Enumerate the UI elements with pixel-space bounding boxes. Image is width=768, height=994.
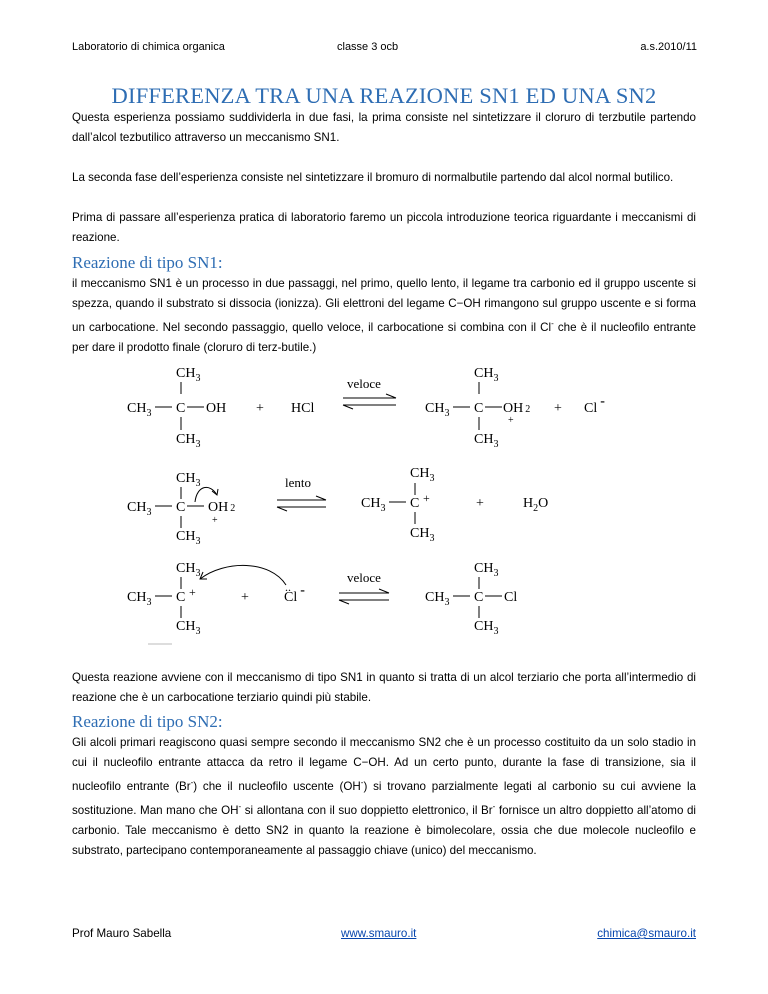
svg-text:CH3: $CH_3$ <box>127 401 152 419</box>
header-right: a.s.2010/11 <box>640 41 697 53</box>
svg-text:OH2: OH 2 <box>503 401 531 416</box>
svg-text:+: + <box>189 585 196 599</box>
svg-text:C: C <box>176 401 186 416</box>
sn1-conclusion: Questa reazione avviene con il meccanismo di tipo SN1 in quanto si tratta di un alcol terziario che porta all’intermedio di reazione che è un carbocatione terziario quindi più stabile. <box>72 671 696 704</box>
svg-text:CH3: $CH_3$ <box>176 619 201 637</box>
svg-text:CH3: $CH_3$ <box>474 561 499 579</box>
svg-text:CH3: $CH_3$ <box>127 590 152 608</box>
svg-text:CH3: $CH_3$ <box>474 432 499 450</box>
svg-text:CH3: $CH_3$ <box>176 471 201 489</box>
svg-text:C: C <box>410 496 420 511</box>
svg-text:C: C <box>176 590 186 605</box>
carbocation-molecule <box>361 466 434 544</box>
step2-label: lento <box>285 475 311 490</box>
svg-text:OH: OH <box>206 401 227 416</box>
svg-text:C: C <box>474 590 484 605</box>
step1-label: veloce <box>347 376 381 391</box>
plus-sign: + <box>256 401 264 416</box>
svg-text:CH3: $CH_3$ <box>176 432 201 450</box>
svg-text:Cl: Cl <box>504 590 518 605</box>
tert-butanol-molecule <box>127 366 226 450</box>
intro-paragraph-3: Prima di passare all’esperienza pratica di laboratorio faremo un piccola introduzione teorica riguardante i meccanismi di reazione. <box>72 211 696 244</box>
email-link[interactable]: chimica@smauro.it <box>597 927 696 940</box>
plus-sign: + <box>476 496 484 511</box>
svg-text:+: + <box>423 491 430 505</box>
nucleophile-attack-arrow <box>200 565 286 585</box>
equilibrium-arrow-2 <box>277 496 326 511</box>
svg-text:CH3: $CH_3$ <box>176 366 201 384</box>
svg-text:CH3: $CH_3$ <box>410 526 435 544</box>
sn1-heading: Reazione di tipo SN1: <box>72 253 223 272</box>
header-center: classe 3 ocb <box>337 41 399 53</box>
chloride-ion: Cl - <box>584 394 605 416</box>
svg-text:C: C <box>474 401 484 416</box>
svg-text:OH2: OH 2 <box>208 500 236 515</box>
sn2-heading: Reazione di tipo SN2: <box>72 712 223 731</box>
svg-text:CH3: $CH_3$ <box>474 366 499 384</box>
carbocation-molecule-step3 <box>127 561 200 637</box>
plus-sign: + <box>554 401 562 416</box>
svg-text:CH3: $CH_3$ <box>425 590 450 608</box>
svg-text:+: + <box>508 415 514 426</box>
step3-label: veloce <box>347 570 381 585</box>
sn1-body: il meccanismo SN1 è un processo in due passaggi, nel primo, quello lento, il legame tra carbonio ed il gruppo uscente si spezza, quando il substrato si dissocia (ionizza). Gli elettroni del legame C−OH rimangono sul gruppo uscente e si forma un carbocatione. Nel secondo passaggio, quello veloce, il carbocatione si combina con il Cl- che è il nucleofilo entrante per dare il prodotto finale (cloruro di terz-butile.) <box>72 277 696 354</box>
svg-text:CH3: $CH_3$ <box>361 496 386 514</box>
intro-paragraph-2: La seconda fase dell’esperienza consiste nel sintetizzare il bromuro di normalbutile partendo dal alcol normal butilico. <box>72 171 674 184</box>
intro-paragraph-1: Questa esperienza possiamo suddividerla in due fasi, la prima consiste nel sintetizzare il cloruro di terzbutile partendo dall’alcol tezbutilico attraverso un meccanismo SN1. <box>72 111 696 144</box>
lone-pair-dots: .. <box>285 580 291 594</box>
footer-author: Prof Mauro Sabella <box>72 927 172 940</box>
sn2-body: Gli alcoli primari reagiscono quasi sempre secondo il meccanismo SN2 che è un processo costituito da un solo stadio in cui il nucleofilo entrante attacca da retro il legame C−OH. Ad un certo punto, durante la fase di transizione, sia il nucleofilo entrante (Br-) che il nucleofilo uscente (OH-) si trovano parzialmente legati al carbonio su cui avviene la sostituzione. Man mano che OH- si allontana con il suo doppietto elettronico, il Br- fornisce un altro doppietto all’atomo di carbonio. Tale meccanismo è detto SN2 in quanto la reazione è bimolecolare, ossia che due molecole nucleofilo e substrato, partecipano contemporaneamente al passaggio chiave (unico) del meccanismo. <box>72 736 697 857</box>
sn1-reaction-scheme <box>0 355 768 655</box>
svg-text:CH3: $CH_3$ <box>474 619 499 637</box>
header-left: Laboratorio di chimica organica <box>72 41 225 53</box>
protonated-alcohol-molecule <box>425 366 530 450</box>
chloride-nucleophile: Cl - <box>284 583 305 605</box>
svg-text:CH3: $CH_3$ <box>425 401 450 419</box>
equilibrium-arrow-3 <box>339 589 389 604</box>
svg-text:CH3: $CH_3$ <box>176 529 201 547</box>
svg-text:CH3: $CH_3$ <box>410 466 435 484</box>
svg-text:CH3: $CH_3$ <box>127 500 152 518</box>
page-title: DIFFERENZA TRA UNA REAZIONE SN1 ED UNA SN2 <box>111 83 657 108</box>
plus-sign: + <box>241 590 249 605</box>
tert-butyl-chloride-molecule <box>425 561 517 637</box>
svg-text:CH3: $CH_3$ <box>176 561 201 579</box>
svg-text:C: C <box>176 500 186 515</box>
hcl-reagent: HCl <box>291 401 315 416</box>
protonated-alcohol-curved-arrow-molecule <box>127 471 235 547</box>
equilibrium-arrow-1 <box>343 394 396 409</box>
website-link[interactable]: www.smauro.it <box>341 927 417 940</box>
svg-text:+: + <box>212 515 218 526</box>
water-molecule: $H_2O$ <box>523 496 549 514</box>
